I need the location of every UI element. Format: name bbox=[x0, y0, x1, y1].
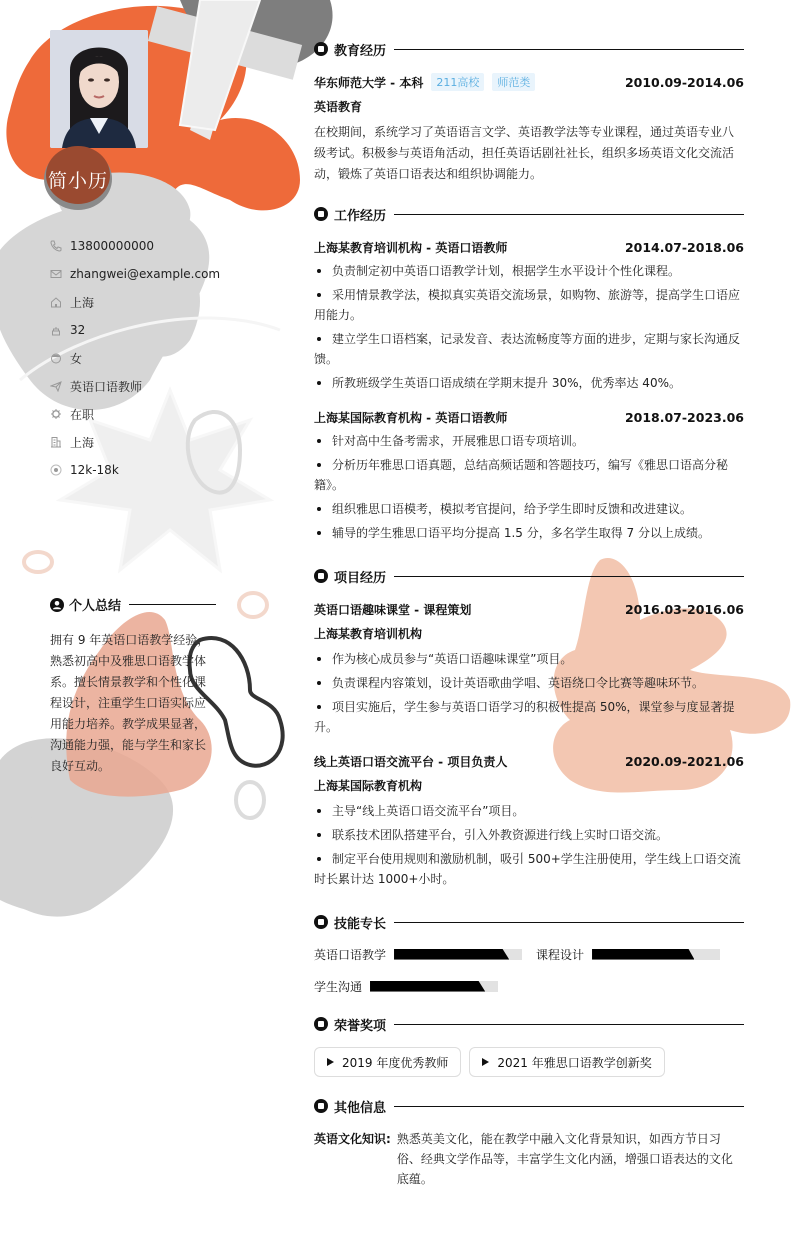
work-item bbox=[314, 407, 744, 543]
other-info-key: 英语文化知识: bbox=[314, 1132, 391, 1146]
contact-list bbox=[50, 232, 220, 484]
project-bullets bbox=[314, 649, 744, 737]
bullet-item: 负责制定初中英语口语教学计划，根据学生水平设计个性化课程。 bbox=[314, 261, 744, 281]
section-divider bbox=[394, 1106, 744, 1107]
bullet-item: 所教班级学生英语口语成绩在学期末提升 30%，优秀率达 40%。 bbox=[314, 373, 744, 393]
education-row bbox=[314, 72, 744, 92]
tag-normal-university: 师范类 bbox=[492, 73, 535, 91]
contact-value: 英语口语教师 bbox=[70, 379, 143, 394]
bullet-item: 采用情景教学法，模拟真实英语交流场景，如购物、旅游等，提高学生口语应用能力。 bbox=[314, 285, 744, 325]
salary-icon bbox=[50, 464, 62, 476]
play-triangle-icon bbox=[482, 1058, 489, 1066]
skill-label: 课程设计 bbox=[536, 947, 585, 962]
city-icon bbox=[50, 436, 62, 448]
skill-label: 学生沟通 bbox=[314, 979, 363, 994]
project-item bbox=[314, 599, 744, 737]
briefcase-icon bbox=[314, 207, 328, 221]
bullet-item: 针对高中生备考需求，开展雅思口语专项培训。 bbox=[314, 431, 744, 451]
award-icon bbox=[314, 1017, 328, 1031]
contact-value: 12k-18k bbox=[70, 463, 119, 477]
grid-icon bbox=[314, 569, 328, 583]
section-divider bbox=[394, 922, 744, 923]
award-item bbox=[314, 1047, 461, 1077]
work-org: 上海某教育培训机构 - 英语口语教师 bbox=[314, 240, 508, 255]
work-section-header bbox=[314, 203, 744, 225]
email-icon bbox=[50, 268, 62, 280]
skill-item bbox=[536, 945, 720, 963]
contact-phone bbox=[50, 232, 220, 260]
work-date: 2018.07-2023.06 bbox=[624, 409, 744, 425]
skill-bar bbox=[592, 949, 720, 960]
bullet-item: 项目实施后，学生参与英语口语学习的积极性提高 50%，课堂参与度显著提升。 bbox=[314, 697, 744, 737]
section-title: 工作经历 bbox=[334, 208, 387, 224]
project-date: 2020.09-2021.06 bbox=[624, 753, 744, 769]
bullet-item: 联系技术团队搭建平台，引入外教资源进行线上实时口语交流。 bbox=[314, 825, 744, 845]
summary-section-header bbox=[50, 595, 216, 614]
graduation-cap-icon bbox=[314, 42, 328, 56]
summary-title: 个人总结 bbox=[69, 599, 122, 614]
work-date: 2014.07-2018.06 bbox=[624, 239, 744, 255]
award-item bbox=[469, 1047, 664, 1077]
projects-section-header bbox=[314, 565, 744, 587]
contact-home bbox=[50, 288, 220, 316]
contact-value: 女 bbox=[70, 351, 83, 366]
section-title: 其他信息 bbox=[334, 1100, 387, 1116]
section-divider bbox=[394, 49, 744, 50]
contact-value: 在职 bbox=[70, 407, 95, 422]
age-icon bbox=[50, 324, 62, 336]
bar-chart-icon bbox=[314, 915, 328, 929]
skill-label: 英语口语教学 bbox=[314, 947, 387, 962]
section-divider bbox=[394, 1024, 744, 1025]
project-item bbox=[314, 751, 744, 889]
award-label: 2021 年雅思口语教学创新奖 bbox=[497, 1055, 652, 1070]
contact-value: 32 bbox=[70, 323, 86, 337]
project-date: 2016.03-2016.06 bbox=[624, 601, 744, 617]
other-section-header bbox=[314, 1095, 744, 1117]
project-bullets bbox=[314, 801, 744, 889]
candidate-name: 简小历 bbox=[47, 170, 108, 192]
work-org: 上海某国际教育机构 - 英语口语教师 bbox=[314, 410, 508, 425]
skill-bar bbox=[394, 949, 522, 960]
contact-email bbox=[50, 260, 220, 288]
awards-section-header bbox=[314, 1013, 744, 1035]
work-item bbox=[314, 237, 744, 393]
contact-city bbox=[50, 428, 220, 456]
bullet-item: 建立学生口语档案，记录发音、表达流畅度等方面的进步，定期与家长沟通反馈。 bbox=[314, 329, 744, 369]
education-date: 2010.09-2014.06 bbox=[624, 74, 744, 90]
skill-item bbox=[314, 977, 498, 995]
section-title: 技能专长 bbox=[334, 916, 387, 932]
other-info-value: 熟悉英美文化，能在教学中融入文化背景知识，如西方节日习俗、经典文学作品等，丰富学生文化内涵，增强口语表达的文化底蕴。 bbox=[396, 1132, 733, 1186]
other-info-item bbox=[314, 1129, 744, 1189]
bullet-item: 辅导的学生雅思口语平均分提高 1.5 分，多名学生取得 7 分以上成绩。 bbox=[314, 523, 744, 543]
section-divider bbox=[394, 576, 744, 577]
skill-bar-fill bbox=[370, 981, 485, 992]
bullet-item: 制定平台使用规则和激励机制，吸引 500+学生注册使用，学生线上口语交流时长累计达 1000+小时。 bbox=[314, 849, 744, 889]
project-org: 上海某国际教育机构 bbox=[314, 779, 423, 793]
section-divider bbox=[129, 604, 216, 605]
education-description: 在校期间，系统学习了英语语言文学、英语教学法等专业课程，通过英语专业八级考试。积极参与英语角活动，担任英语话剧社社长，组织多场英语文化交流活动，锻炼了英语口语表达和组织协调能力。 bbox=[314, 125, 735, 181]
contact-value: 13800000000 bbox=[70, 239, 154, 253]
info-icon bbox=[314, 1099, 328, 1113]
skill-item bbox=[314, 945, 522, 963]
education-section-header bbox=[314, 38, 744, 60]
bullet-item: 主导“线上英语口语交流平台”项目。 bbox=[314, 801, 744, 821]
education-major: 英语教育 bbox=[314, 100, 363, 114]
contact-job bbox=[50, 372, 220, 400]
project-name: 线上英语口语交流平台 - 项目负责人 bbox=[314, 754, 508, 769]
bullet-item: 负责课程内容策划，设计英语歌曲学唱、英语绕口令比赛等趣味环节。 bbox=[314, 673, 744, 693]
school-name: 华东师范大学 - 本科 bbox=[314, 75, 424, 90]
work-bullets bbox=[314, 261, 744, 393]
tag-211: 211高校 bbox=[431, 73, 484, 91]
project-name: 英语口语趣味课堂 - 课程策划 bbox=[314, 602, 472, 617]
section-title: 项目经历 bbox=[334, 570, 387, 586]
profile-photo bbox=[50, 30, 148, 148]
user-circle-icon bbox=[50, 598, 64, 612]
home-icon bbox=[50, 296, 62, 308]
skill-bar-fill bbox=[394, 949, 509, 960]
status-icon bbox=[50, 408, 62, 420]
main-content bbox=[314, 38, 744, 1189]
bullet-item: 作为核心成员参与“英语口语趣味课堂”项目。 bbox=[314, 649, 744, 669]
skill-bar-fill bbox=[592, 949, 694, 960]
project-org: 上海某教育培训机构 bbox=[314, 627, 423, 641]
contact-value: 上海 bbox=[70, 295, 95, 310]
summary-text: 拥有 9 年英语口语教学经验，熟悉初高中及雅思口语教学体系。擅长情景教学和个性化课程设计，注重学生口语实际应用能力培养。教学成果显著，沟通能力强，能与学生和家长良好互动。 bbox=[50, 633, 210, 773]
job-icon bbox=[50, 380, 62, 392]
bullet-item: 分析历年雅思口语真题，总结高频话题和答题技巧，编写《雅思口语高分秘籍》。 bbox=[314, 455, 744, 495]
contact-value: 上海 bbox=[70, 435, 95, 450]
section-title: 荣誉奖项 bbox=[334, 1018, 387, 1034]
contact-salary bbox=[50, 456, 220, 484]
awards-list bbox=[314, 1047, 744, 1077]
work-bullets bbox=[314, 431, 744, 543]
contact-status bbox=[50, 400, 220, 428]
phone-icon bbox=[50, 240, 62, 252]
bullet-item: 组织雅思口语模考，模拟考官提问，给予学生即时反馈和改进建议。 bbox=[314, 499, 744, 519]
contact-age bbox=[50, 316, 220, 344]
section-title: 教育经历 bbox=[334, 43, 387, 59]
skills-list bbox=[314, 945, 744, 995]
skills-section-header bbox=[314, 911, 744, 933]
contact-value: zhangwei@example.com bbox=[70, 267, 221, 281]
skill-bar bbox=[370, 981, 498, 992]
play-triangle-icon bbox=[327, 1058, 334, 1066]
contact-gender bbox=[50, 344, 220, 372]
section-divider bbox=[394, 214, 744, 215]
award-label: 2019 年度优秀教师 bbox=[342, 1055, 449, 1070]
gender-icon bbox=[50, 352, 62, 364]
